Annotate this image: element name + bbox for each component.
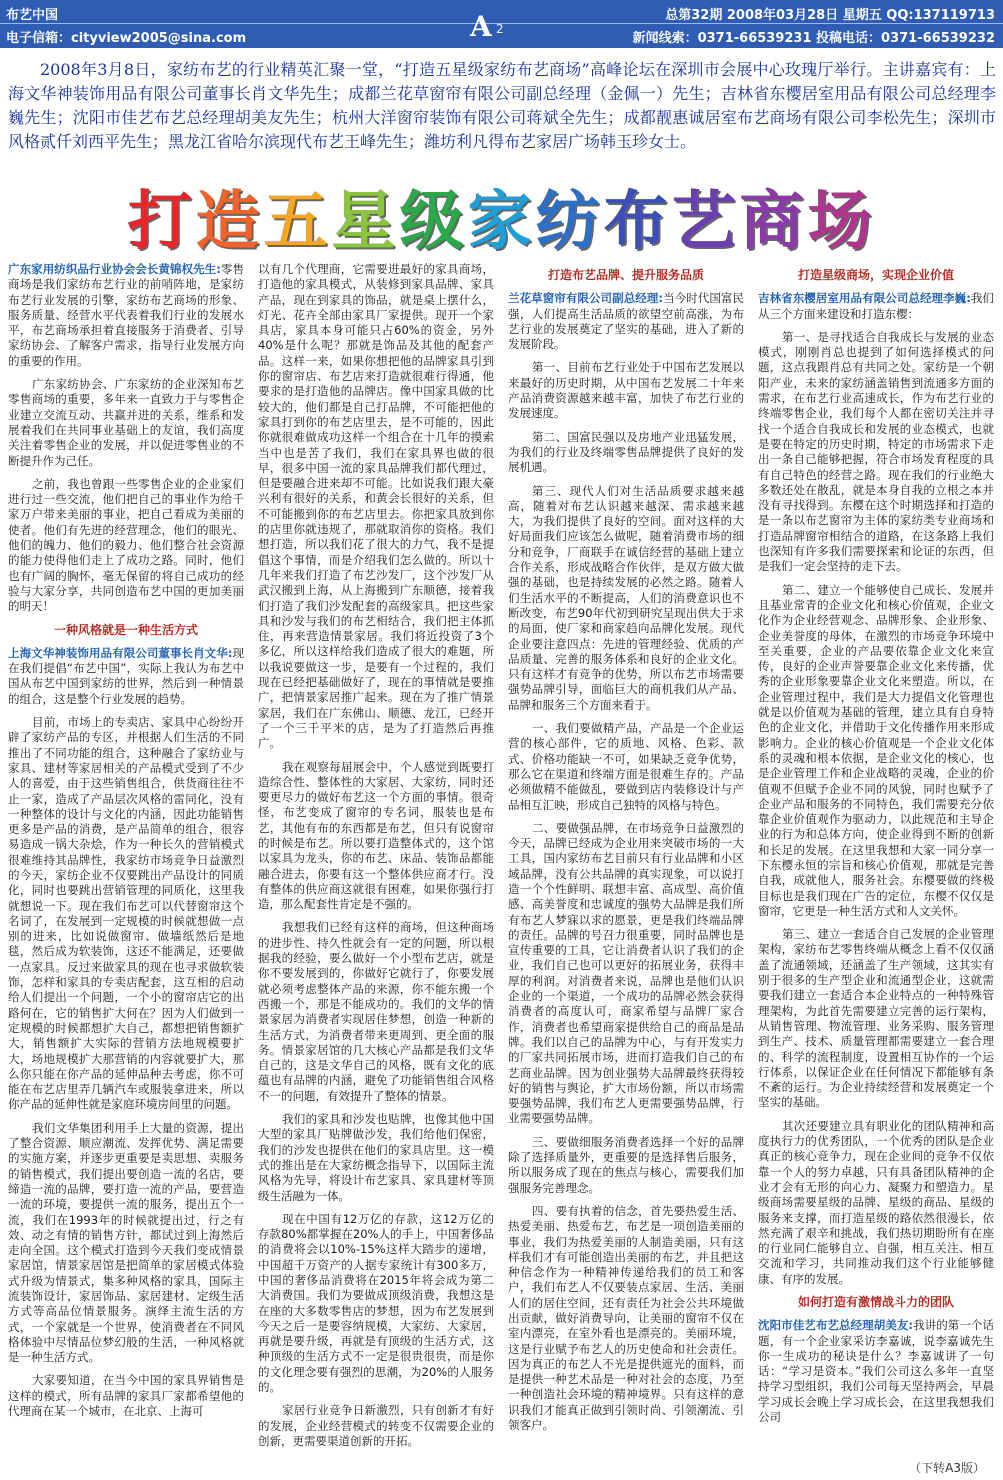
body-text: 三、要做细服务消费者选择一个好的品牌除了选择质量外，更重要的是选择售后服务，所以服务成了现在的焦点与核心，需要我们加强服务完善理念。	[508, 1134, 744, 1195]
body-text: 零售商场是我们家纺布艺行业的前哨阵地，是家纺布艺行业发展的引擎，家纺布艺商场的形象、服务质量、经营水平代表着我们行业的发展水平，布艺商场承担着直接服务于消费者、引导家纺协会、了解客户需求，指导行业发展方向的重要的作用。	[8, 262, 244, 368]
main-headline	[0, 170, 1003, 262]
body-text: 其次还要建立具有职业化的团队精神和高度执行力的优秀团队，一个优秀的团队是企业真正的核心竞争力，现在企业间的竞争不仅依靠一个人的努力卓越，只有具备团队精神的企业才会有无形的向心力、凝聚力和塑造力。星级商场需要星级的品牌、星级的商品、星级的服务来支撑，而打造星级的路依然很漫长，依然充满了艰辛和挑战，我们热切期盼所有在座的行业同仁能够自立、自强，相互关注、相互交流和学习，共同推动我们这个行业能够健康、有序的发展。	[758, 1118, 994, 1286]
body-text: 大家要知道，在当今中国的家具界销售是这样的模式，所有品牌的家具厂家都希望他的代理商在某一个城市，在北京、上海可	[8, 1373, 244, 1419]
body-text: 第二、建立一个能够使自己成长、发展并且基业常青的企业文化和核心价值观，企业文化作为企业经营观念、品牌形象、企业形象、企业美誉度的母体，在激烈的市场竞争环境中至关重要，企业的产品要依靠企业文化来宣传，良好的企业声誉要靠企业文化来传播，优秀的企业形象要靠企业文化来塑造。所以，在企业管理过程中，我们是大力提倡文化管理也就是以价值观为基础的管理，建立具有自身特色的企业文化，并借助于文化传播作用来形成影响力。企业的核心价值观是一个企业文化体系的灵魂和根本依据，是企业文化的核心，也是企业管理工作和企业战略的灵魂，企业的价值观不但赋予企业不同的风貌，同时也赋予了企业产品和服务的不同特色，我们需要充分依靠企业价值观作为驱动力，以此规范和主导企业的行为和总体方向，使企业得到不断的创新和长足的发展。在这里我想和大家一同分享一下东樱永恒的宗旨和核心价值观，那就是完善自我，成就他人，服务社会。东樱要做的终极目标也是我们现在广告的定位，东樱不仅仅是窗帘，它更是一种生活方式和人文关怀。	[758, 582, 994, 918]
body-text: 现在我们提倡“布艺中国”，实际上我认为布艺中国从布艺中国到家纺的世界，然后到一种情景的组合，这是整个行业发展的趋势。	[8, 645, 244, 706]
speaker-name: 广东家用纺织品行业协会会长黄锦权先生:	[8, 262, 221, 276]
body-text: 二、要做强品牌，在市场竞争日益激烈的今天，品牌已经成为企业用来突破市场的一大工具，国内家纺布艺目前只有行业品牌和小区域品牌，没有公共品牌的真实现象，可以说打造一个个性鲜明、联想丰富、高成型、高价值感、高美誉度和忠诚度的强势大品牌是我们所有布艺人梦寐以求的愿景，更是我们终端品牌的责任。品牌的号召力很重要，同时品牌也是宣传重要的工具，它让消费者认识了我们的企业，我们自己也可以更好的拓展业务，获得丰厚的利润。对消费者来说，品牌也是他们认识企业的一个渠道，一个成功的品牌必然会获得消费者的高度认可，商家希望与品牌厂家合作，消费者也希望商家提供给自己的商品是品牌。我们以自己的品牌为中心，与有开发实力的厂家共同拓展市场，进而打造我们自己的布艺商业品牌。因为创业强势大品牌最终获得较好的销售与舆论，扩大市场份额，所以市场需要强势品牌，我们布艺人更需要强势品牌，行业需要强势品牌。	[508, 820, 744, 1126]
speaker-name: 上海文华神装饰用品有限公司董事长肖文华:	[8, 645, 233, 660]
body-text: 当今时代国富民强，人们提高生活品质的欲望空前高涨，为布艺行业的发展奠定了坚实的基础，进入了新的发展阶段。	[508, 291, 745, 352]
column-1	[8, 262, 244, 1427]
headline-char: 星	[331, 185, 400, 259]
column-4	[758, 262, 994, 1433]
section-subtitle: 打造布艺品牌、提升服务品质	[547, 268, 704, 282]
body-text: 一、我们要做精产品，产品是一个企业运营的核心部件，它的质地、风格、色彩、款式、价格功能缺一不可，如果缺乏竞争优势，那么它在渠道和终端方面是很难生存的。产品必须做精不能做乱，要做到店内装修设计与产品相互汇映，形成自己独特的风格与特色。	[508, 721, 744, 812]
body-text: 目前，市场上的专卖店、家具中心纷纷开辟了家纺产品的专区，并根据人们生活的不同推出了不同功能的组合，这种融合了家纺业与家具、建材等家居相关的产品模式受到了不少人的喜爱，由于这些销售组合，供货商往往不止一家，造成了产品层次风格的雷同化，没有一种整体的设计与文化的内涵，因此功能销售更多是产品的消费，是产品简单的组合，很容易造成一锅大杂烩，作为一种长久的营销模式很难维持其品牌性，我家纺市场竞争日益激烈的今天，家纺企业不仅要跳出产品设计的同质化，同时也要跳出营销管理的同质化，这里我就想说一下。现在我们布艺可以代替窗帘这个名词了，在发展到一定规模的时候就想做一点别的进来，比如说做窗帘、做墙纸然后是地毯，然后成为软装饰，这还不能满足，还要做一点家具。反过来做家具的现在也寻求做软装饰，怎样和家具的专卖店配套，这互相的启动给人们提出一个问题，一个小的窗帘店它的出路何在，它的销售扩大何在？因为人们做到一定规模的时候都想扩大自己，都想把销售额扩大，销售额扩大实际的营销方法地规模要扩大，场地规模扩大那营销的内容就要扩大，那么你只能在你产品的延伸品种去考虑，你不可能在布艺店里弄几辆汽车或服装拿进来，所以你产品的延伸性就是家庭环境房间里的问题。	[8, 715, 244, 1112]
column-3	[508, 262, 744, 1441]
body-text: 家居行业竞争日新激烈，只有创新才有好的发展，企业经营模式的转变不仅需要企业的创新，更需要渠道创新的开拓。	[258, 1403, 494, 1448]
issue-info: 总第32期 2008年03月28日 星期五 QQ:137119713	[665, 8, 995, 23]
speaker-name: 沈阳市佳艺布艺总经理胡美友:	[758, 1318, 914, 1333]
section-subtitle: 一种风格就是一种生活方式	[53, 622, 198, 637]
speaker-name: 兰花草窗帘有限公司副总经理:	[508, 291, 664, 306]
page-number: 2	[496, 22, 504, 36]
headline-char: 艺	[671, 185, 740, 259]
headline-char: 造	[195, 185, 264, 259]
speaker-name: 吉林省东樱居室用品有限公司总经理李巍:	[758, 291, 971, 306]
intro-paragraph: 2008年3月8日，家纺布艺的行业精英汇聚一堂，“打造五星级家纺布艺商场”高峰论坛在深圳市会展中心玫瑰厅举行。主讲嘉宾有：上海文华神装饰用品有限公司董事长肖文华先生；成都兰花草窗帘有限公司副总经理（金佩一）先生；吉林省东樱居室用品有限公司总经理李巍先生；沈阳市佳艺布艺总经理胡美友先生；杭州大洋窗帘装饰有限公司蒋斌全先生；成都靓惠诚居室布艺商场有限公司李松先生；深圳市风格贰仟刘西平先生；黑龙江省哈尔滨现代布艺王峰先生；潍坊利凡得布艺家居广场韩玉珍女士。	[8, 60, 996, 151]
headline-char: 级	[399, 185, 468, 259]
headline-char: 家	[467, 185, 536, 259]
headline-char: 场	[807, 185, 876, 259]
body-text: 以有几个代理商，它需要进最好的家具商场，打造他的家具模式，从装修到家具品牌、家具产品，现在到家具的饰品，就是桌上摆什么，灯光、花卉全部由家具厂家提供。现开一个家具店，家具本身可能只占60%的资金，另外40%是什么呢？那就是饰品及其他的配套产品。这样一来，如果你想把他的品牌家具引到你的窗帘店、布艺店来打造就很难行得通，他要求的是打造他的品牌店。像中国家具做的比较大的，他们都是自己打品牌，不可能把他的家具打到你的布艺店里去，是不可能的，因此你就很难做成功这样一个组合在十几年的摸索当中也是苦了我们，我们在家具界也做的很早，很多中国一流的家具品牌我们都代理过，但是要融合进来却不可能。比如说我们跟大豪兴利有很好的关系，和黄会长很好的关系，但不可能搬到你的布艺店里去。你把家具放到你的店里你就违规了，那就取消你的资格。我们想打造，所以我们花了很大的力气，我不是提倡这个事情，而是介绍我们怎么做的。所以十几年来我们打造了布艺沙发厂，这个沙发厂从武汉搬到上海，从上海搬到广东顺德，接着我们打造了我们沙发配套的高级家具。把这些家具和沙发与我们的布艺相结合，我们把主体抓住，再来营造情景家居。我们将近投资了3个多亿，所以这样给我们造成了很大的难题，所以我说要做这一步，是要有一个过程的，我们现在已经把基础做好了，现在的事情就是要推广，把情景家居推广起来。现在为了推广情景家居，我们在广东佛山、顺德、龙江，已经开了一个三千平米的店，是为了打造然后再推广。	[258, 262, 494, 751]
column-2	[258, 262, 494, 1457]
body-text: 我们从三个方面来建设和打造东樱：	[758, 291, 994, 321]
headline-char: 商	[739, 185, 808, 259]
body-text: 我讲的第一个话题，有一个企业家采访李嘉诚，说李嘉诚先生你一生成功的秘诀是什么？李嘉诚讲了一句话：“学习是资本。”我们公司这么多年一直坚持学习型组织，我们公司每天坚持两会，早晨学习成长会晚上学习成长会，在这里我想我们公司	[758, 1318, 995, 1425]
body-text: 第一、是寻找适合自我成长与发展的业态模式，刚刚肖总也提到了如何选择模式的问题，这点我跟肖总有共同之处。家纺是一个朝阳产业，未来的家纺涵盖销售到流通多方面的需求，在布艺行业高速成长，作为布艺行业的终端零售企业，我们每个人都在密切关注并寻找一个适合自我成长和发展的业态模式，也就是要在特定的历史时期，特定的市场需求下走出一条自己能够把握，符合市场发育程度的具有自己特色的经营之路。现在我们的行业绝大多数还处在散乱，就是本身自我的立根之本并没有寻找得到。东樱在这个时期选择和打造的是一条以布艺窗帘为主体的家纺类专业商场和打造品牌窗帘相结合的道路，在这条路上我们也深知有许多我们需要探索和论证的东西，但是我们一定会坚持的走下去。	[758, 329, 994, 574]
headline-char: 打	[127, 185, 196, 259]
headline-char: 纺	[535, 185, 604, 259]
headline-char: 布	[603, 185, 672, 259]
body-text: 四、要有执着的信念，首先要热爱生活、热爱美丽、热爱布艺，布艺是一项创造美丽的事业，我们为热爱美丽的人制造美丽，只有这样我们才有可能创造出美丽的布艺，并且把这种信念作为一种精神传递给我们的员工和客户，我们布艺人不仅要装点家居、生活、美丽人们的居住空间，还有责任为社会公共环境做出贡献，做好消费导向，让美丽的窗帘不仅在室内漂亮，在室外看也是漂亮的。美丽环境，这是行业赋予布艺人的历史使命和社会责任。因为真正的布艺人不光是提供遮光的面料，而是提供一种艺术品是一种对社会的态度，乃至一种创造社会环境的精神境界。只有这样的意识我们才能真正做到引领时尚、引领潮流、引领客户。	[508, 1203, 744, 1433]
body-text: 我想我们已经有这样的商场，但这种商场的进步性、持久性就会有一定的问题，所以根据我的经验，要么做好一个小型布艺店，就是你不要发展到的，你做好它就行了，你要发展就必须考虑整体产品的来源，你不能东搬一个西搬一个，那是不能成功的。我们的文华的情景家居为消费者实现居住梦想，创造一种新的生活方式，为消费者带来更周到、更全面的服务。情景家居馆的几大核心产品都是我们文华自己的，这是文华自己的风格，既有文化的底蕴也有品牌的内涵，避免了功能销售组合风格不一的问题，有效提升了整体的情景。	[258, 920, 494, 1103]
body-text: 广东家纺协会、广东家纺的企业深知布艺零售商场的重要，多年来一直致力于与零售企业建立交流互动、共赢并进的关系，维系和发展着我们在共同事业基础上的友谊，我们高度关注着零售企业的发展，并以促进零售业的不断提升作为己任。	[8, 377, 244, 468]
page-letter: A	[470, 10, 492, 43]
section-name: 布艺中国	[6, 8, 59, 23]
body-text: 我们的家具和沙发也贴牌，也像其他中国大型的家具厂贴牌做沙发，我们给他们保密，我们的沙发也提供在他们的家具店里。这一模式的推出是在大家纺概念指导下，以国际主流风格为先导，将设计布艺家具、家具建材等顶级生活融为一体。	[258, 1112, 494, 1203]
body-text: 现在中国有12万亿的存款，这12万亿的存款80%都掌握在20%人的手上，中国奢侈品的消费将会以10%-15%这样大踏步的递增，中国超千万资产的人据专家统计有300多万，中国的奢侈品消费将在2015年将会成为第二大消费国。我们为要做成顶级消费，我想这是在座的大多数零售店的梦想，因为布艺发展到今天之后一是要容纳规模，大家纺、大家居，再就是要升级，再就是有顶级的生活方式，这种顶级的生活方式不一定是很贵很贵，而是你的文化理念要有强烈的思潮，为20%的人服务的。	[258, 1211, 494, 1395]
section-subtitle: 打造星级商场，实现企业价值	[797, 268, 954, 282]
section-subtitle: 如何打造有激情战斗力的团队	[797, 1295, 954, 1309]
body-text: 我们文华集团利用手上大量的资源，提出了整合资源、顺应潮流、发挥优势、满足需要的实施方案，并逐步更重要是卖思想、卖服务的销售模式，我们提出要创造一流的名店，要缔造一流的品牌，要打造一流的产品，要营造一流的环境，要提供一流的服务，提出五个一流，我们在1993年的时候就提出过，行之有效、动之有情的销售方针，都试过到上海然后走向全国。这个模式打造到今天我们变成情景家居馆，情景家居馆是把简单的家居模式体验式升级为情景式，集多种风格的家具，国际主流装饰设计，家居饰品、家居建材、定级生活方式等高品位情景服务。演绎主流生活的方式，一个家就是一个世界，使消费者在不同风格体验中尽情品位梦幻般的生活，一种风格就是一种生活方式。	[8, 1120, 244, 1365]
continued-note: （下转A3版）	[909, 1461, 985, 1475]
body-text: 第三、现代人们对生活品质要求越来越高，随着对布艺认识越来越深、需求越来越大，为我们提供了良好的空间。面对这样的大好局面我们应该怎么做呢，随着消费市场的细分和竞争，厂商联手在诚信经营的基础上建立合作关系，形成战略合作伙伴，是双方做大做强的基础，也是持续发展的必然之路。随着人们生活水平的不断提高，人们的消费意识也不断改变，布艺90年代初到研究呈现出供大于求的局面，使厂家和商家趋向品牌化发展。现代企业要注意四点：先进的管理经验、优质的产品质量、完善的服务体系和良好的企业文化。只有这样才有竞争的优势，所以布艺市场需要强势品牌引导，面临巨大的商机我们从产品、品牌和服务三个方面来看于。	[508, 483, 744, 712]
page-header	[0, 0, 1003, 48]
body-text: 第二、国富民强以及房地产业迅猛发展，为我们的行业及终端零售品牌提供了良好的发展机遇。	[508, 429, 744, 475]
body-text: 之前，我也曾跟一些零售企业的企业家们进行过一些交流，他们把自己的事业作为给千家万户带来美丽的事业，把自己看成为美丽的使者。他们有先进的经营理念，他们的眼光、他们的魄力、他们的毅力、他们整合社会资源的能力使得他们走上了成功之路。同时，他们也有广阔的胸怀，毫无保留的将自己成功的经验与大家分享，共同创造布艺中国的更加美丽的明天！	[8, 476, 244, 614]
headline-char: 五	[263, 185, 332, 259]
page-logo	[470, 10, 520, 42]
email-line: 电子信箱：cityview2005@sina.com	[6, 31, 247, 46]
body-text: 我在观察每届展会中，个人感觉到既要打造综合性、整体性的大家居、大家纺，同时还要更尽力的做好布艺这一个方面的事情。很奇怪，布艺变成了窗帘的专名词，服装也是布艺，其他有布的东西都是布艺，但只有说窗帘的时候是布艺。所以要打造整体式的，这个馆以家具为龙头，你的布艺、床品、装饰品都能融合进去，你要有这一个整体供应商才行。没有整体的供应商这就很有困难，如果你强行打造，那么配套性肯定是不强的。	[258, 759, 494, 912]
body-text: 第三、建立一套适合自己发展的企业管理架构，家纺布艺零售终端从概念上看不仅仅涵盖了流通领域，还涵盖了生产领域，这其实有别于很多的生产型企业和流通型企业，这就需要我们建立一套适合本企业特点的一种特殊管理架构，为此首先需要建立完善的运行架构，从销售管理、物流管理、业务采购、服务管理到生产、技术、质量管理都需要建立一套合理的、科学的流程制度，设置相互协作的一个运行体系，以保证企业在任何情况下都能够有条不紊的运行。为企业持续经营和发展奠定一个坚实的基础。	[758, 927, 994, 1110]
contact-info: 新闻线索：0371-66539231 投稿电话：0371-66539232	[632, 31, 995, 46]
body-text: 第一、目前布艺行业处于中国布艺发展以来最好的历史时期，从中国布艺发展二十年来产品消费资源越来越丰富，加快了布艺行业的发展速度。	[508, 360, 744, 421]
